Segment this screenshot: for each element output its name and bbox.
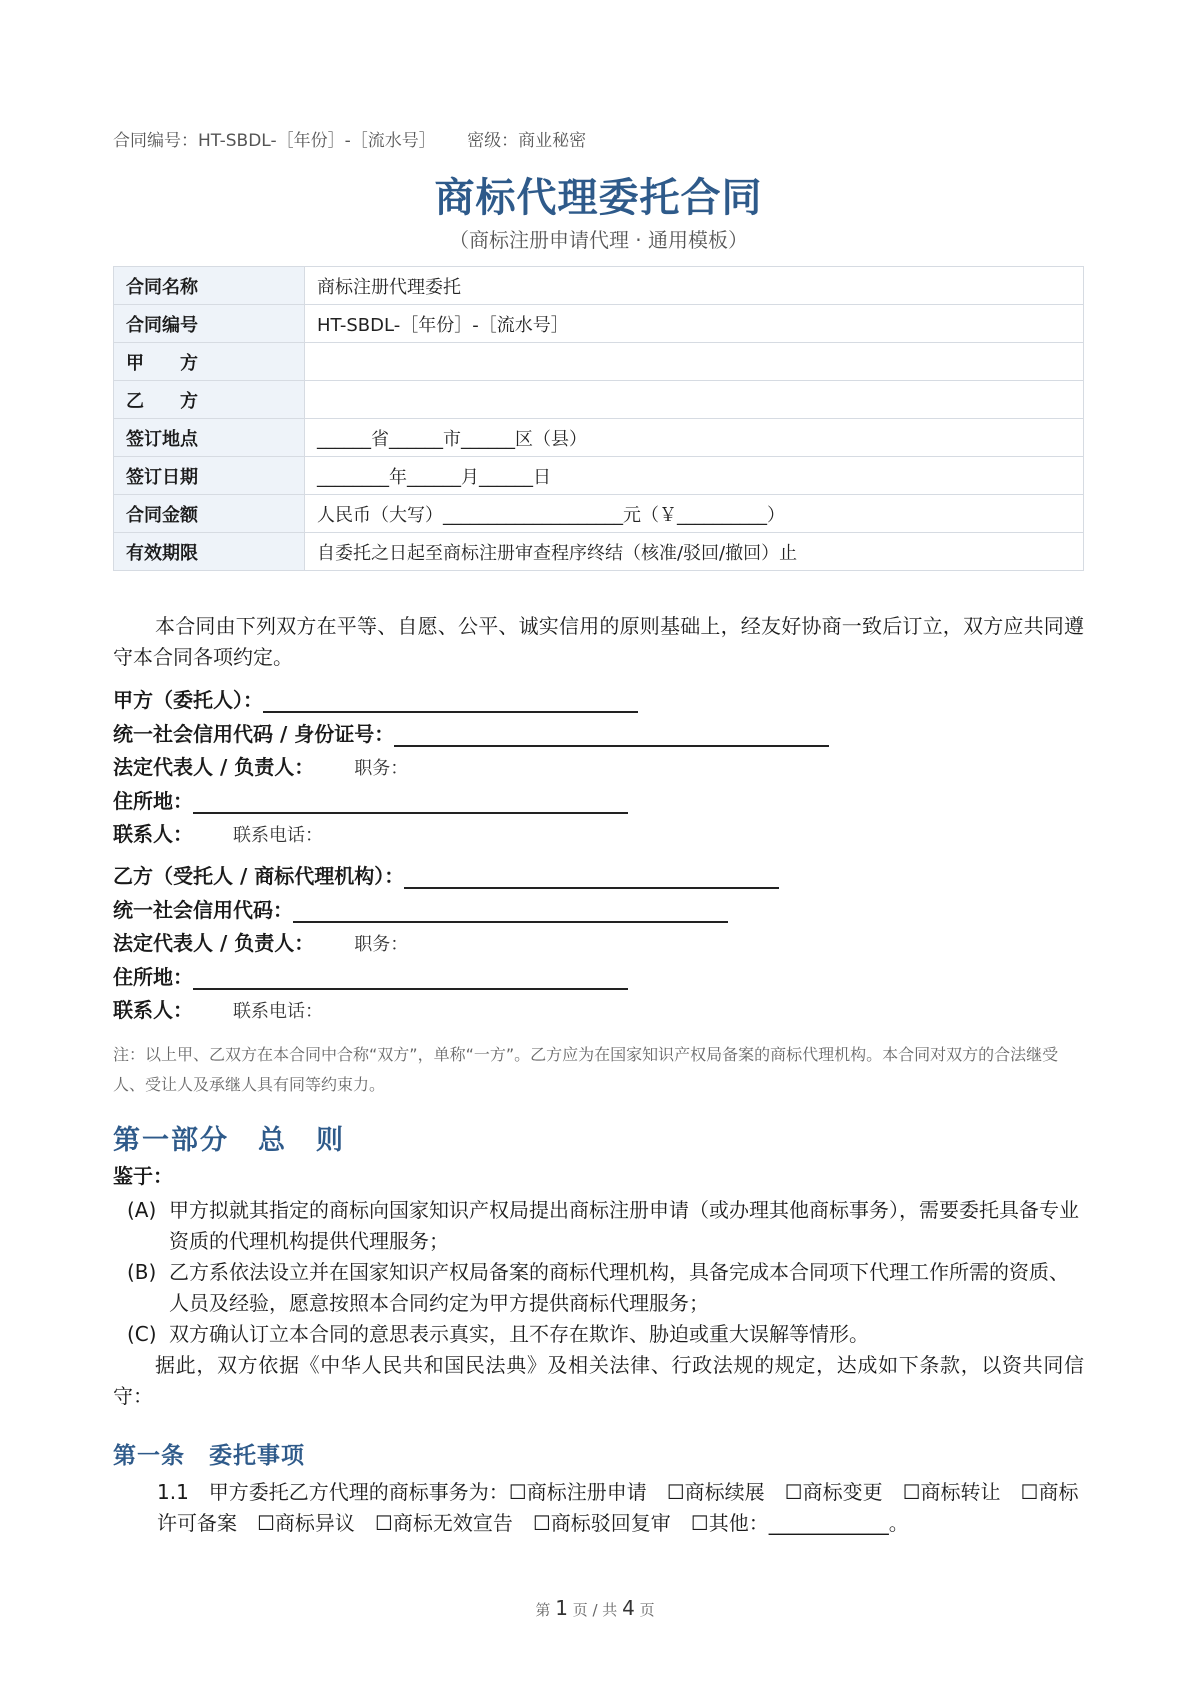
list-item [127,1195,1084,1257]
list-item [127,1257,1084,1319]
party-a-phone-label: 联系电话： [233,825,323,846]
party-a-contact-label: 联系人： [113,822,193,846]
party-b-contact-field [113,994,323,1023]
party-b-code-blank [293,897,728,923]
info-key: 签订地点 [114,419,305,457]
document-subtitle: （商标注册申请代理 · 通用模板） [448,228,749,252]
party-a-name-field [113,684,638,713]
info-key: 甲 方 [114,343,305,381]
info-value: 人民币（大写）____________________元（￥__________） [305,495,1084,533]
whereas-label: 鉴于： [113,1164,173,1188]
party-a-rep-field [113,751,408,780]
clause-1-1: 1.1 甲方委托乙方代理的商标事务为：☐商标注册申请 ☐商标续展 ☐商标变更 ☐商标转让 ☐商标许可备案 ☐商标异议 ☐商标无效宣告 ☐商标驳回复审 ☐其他：____________。 [157,1480,1079,1535]
page-footer [0,1596,1190,1620]
info-key: 合同编号 [114,305,305,343]
list-item-text: 甲方拟就其指定的商标向国家知识产权局提出商标注册申请（或办理其他商标事务），需要委托具备专业资质的代理机构提供代理服务； [169,1198,1079,1253]
info-key: 合同名称 [114,267,305,305]
parties-note: 注：以上甲、乙双方在本合同中合称“双方”，单称“一方”。乙方应为在国家知识产权局备案的商标代理机构。本合同对双方的合法继受人、受让人及承继人具有同等约束力。 [113,1045,1059,1094]
contract-info-table [113,266,1084,571]
footer-suffix: 页 [639,1601,655,1619]
party-b-name-label: 乙方（受托人 / 商标代理机构）： [113,864,405,888]
party-b-rep-field [113,927,408,956]
footer-prefix: 第 [535,1601,551,1619]
table-row [114,343,1084,381]
document-title: 商标代理委托合同 [434,175,763,221]
info-value: 商标注册代理委托 [305,267,1084,305]
party-b-address-blank [193,964,628,990]
party-a-address-blank [193,788,628,814]
table-row [114,533,1084,571]
info-value: HT-SBDL-［年份］-［流水号］ [305,305,1084,343]
party-a-code-label: 统一社会信用代码 / 身份证号： [113,722,395,746]
party-a-name-label: 甲方（委托人）： [113,688,263,712]
info-key: 乙 方 [114,381,305,419]
table-row [114,267,1084,305]
party-a-address-field [113,785,628,814]
table-row [114,495,1084,533]
party-a-rep-label: 法定代表人 / 负责人： [113,755,315,779]
part-one-heading: 第一部分 总 则 [113,1125,345,1156]
party-a-code-field [113,718,829,747]
list-item-text: 乙方系依法设立并在国家知识产权局备案的商标代理机构，具备完成本合同项下代理工作所需的资质、人员及经验，愿意按照本合同约定为甲方提供商标代理服务； [169,1260,1069,1315]
party-b-name-blank [404,863,779,889]
party-a-position-label: 职务： [354,758,409,779]
info-value: ________年______月______日 [305,457,1084,495]
info-key: 合同金额 [114,495,305,533]
party-a-name-blank [263,687,638,713]
secrecy-level: 密级：商业秘密 [467,131,587,151]
party-a-code-blank [394,721,829,747]
list-item-tag: (B) [127,1260,157,1284]
info-key: 签订日期 [114,457,305,495]
party-b-address-field [113,961,628,990]
list-item [127,1319,1084,1350]
conclusion-paragraph: 据此，双方依据《中华人民共和国民法典》及相关法律、行政法规的规定，达成如下条款，以资共同信守： [113,1353,1084,1408]
party-b-name-field [113,860,779,889]
party-b-code-field [113,894,728,923]
party-b-rep-label: 法定代表人 / 负责人： [113,931,315,955]
party-a-contact-field [113,818,323,847]
list-item-tag: (A) [127,1198,157,1222]
current-page-number: 1 [555,1596,568,1620]
party-b-contact-label: 联系人： [113,998,193,1022]
party-b-code-label: 统一社会信用代码： [113,898,293,922]
party-b-phone-label: 联系电话： [233,1001,323,1022]
list-item-tag: (C) [127,1322,157,1346]
info-key: 有效期限 [114,533,305,571]
info-value [305,343,1084,381]
info-value: ______省______市______区（县） [305,419,1084,457]
footer-middle: 页 / 共 [572,1601,618,1619]
party-a-address-label: 住所地： [113,789,193,813]
table-row [114,381,1084,419]
table-row [114,419,1084,457]
list-item-text: 双方确认订立本合同的意思表示真实，且不存在欺诈、胁迫或重大误解等情形。 [169,1322,869,1346]
intro-paragraph: 本合同由下列双方在平等、自愿、公平、诚实信用的原则基础上，经友好协商一致后订立，双方应共同遵守本合同各项约定。 [113,614,1084,669]
info-value: 自委托之日起至商标注册审查程序终结（核准/驳回/撤回）止 [305,533,1084,571]
table-row [114,305,1084,343]
table-row [114,457,1084,495]
total-page-number: 4 [622,1596,635,1620]
info-value [305,381,1084,419]
contract-number-meta: 合同编号：HT-SBDL-［年份］-［流水号］ [113,131,436,151]
party-b-position-label: 职务： [354,934,409,955]
article-one-heading: 第一条 委托事项 [113,1443,305,1469]
document-meta [113,126,612,151]
whereas-list [127,1195,1084,1350]
party-b-address-label: 住所地： [113,965,193,989]
